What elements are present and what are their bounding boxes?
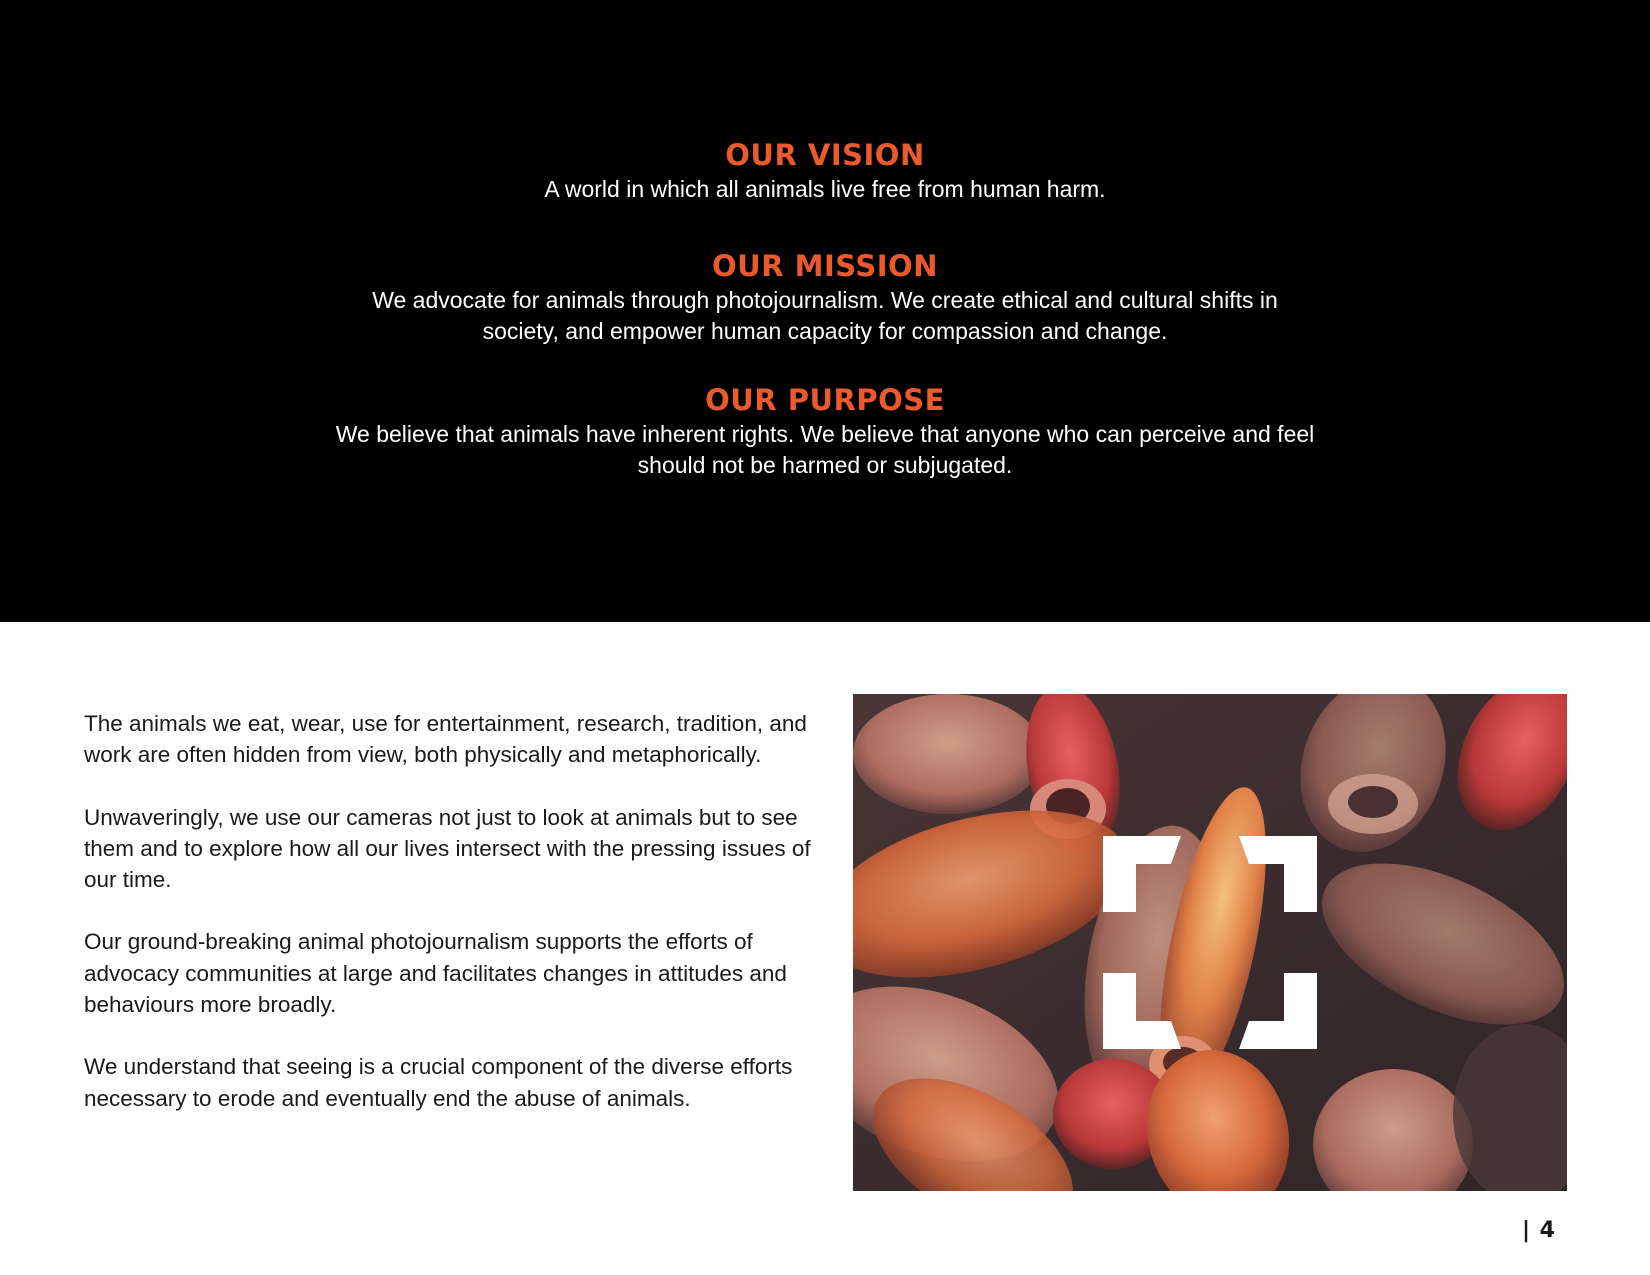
purpose-text (0, 419, 1650, 481)
mission-text-line-2: society, and empower human capacity for compassion and change. (482, 318, 1168, 344)
koi-fish-photo (853, 694, 1567, 1191)
purpose-section (0, 383, 1650, 481)
mission-section (0, 249, 1650, 347)
purpose-text-line-1: We believe that animals have inherent rights. We believe that anyone who can perceive and feel (335, 421, 1315, 447)
body-paragraph-2: Unwaveringly, we use our cameras not just to look at animals but to see them and to explore how all our lives intersect with the pressing issues of our time. (84, 804, 811, 893)
body-text-column (84, 708, 824, 1145)
mission-text (0, 285, 1650, 347)
purpose-heading: OUR PURPOSE (705, 383, 945, 417)
fish-shape (853, 694, 1043, 814)
body-paragraph-1: The animals we eat, wear, use for entertainment, research, tradition, and work are often hidden from view, both physically and metaphorically. (84, 711, 807, 768)
vision-section (0, 138, 1650, 205)
body-paragraph-4: We understand that seeing is a crucial component of the diverse efforts necessary to erode and eventually end the abuse of animals. (84, 1054, 793, 1111)
page-number: | 4 (1521, 1218, 1556, 1243)
vision-text: A world in which all animals live free from human harm. (544, 176, 1106, 202)
body-paragraph-3: Our ground-breaking animal photojournalism supports the efforts of advocacy communities at large and facilitates changes in attitudes and behaviours more broadly. (84, 929, 787, 1018)
vision-heading: OUR VISION (725, 138, 925, 172)
fish-mouth-opening (1348, 786, 1398, 818)
mission-text-line-1: We advocate for animals through photojournalism. We create ethical and cultural shifts in (372, 287, 1278, 313)
mission-heading: OUR MISSION (712, 249, 938, 283)
purpose-text-line-2: should not be harmed or subjugated. (637, 452, 1013, 478)
